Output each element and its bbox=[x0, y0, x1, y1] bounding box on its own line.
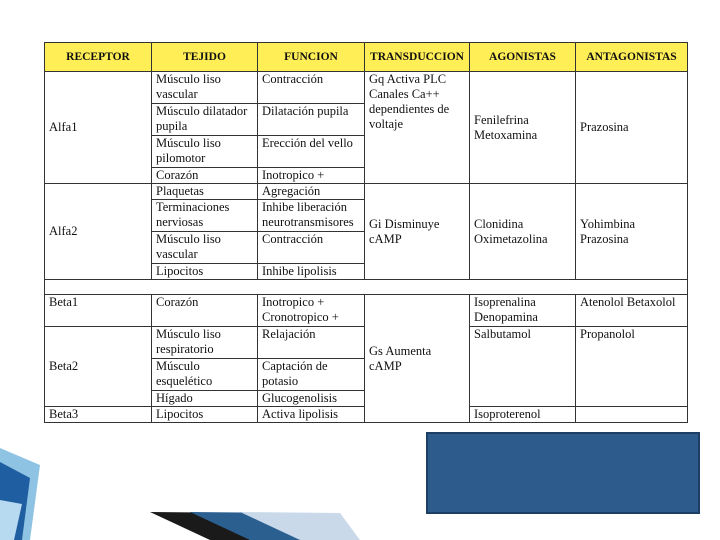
tejido-cell: Músculo liso respiratorio bbox=[152, 327, 258, 359]
antagonistas-cell: Prazosina bbox=[576, 72, 688, 184]
agonistas-cell: Isoprenalina Denopamina bbox=[470, 295, 576, 327]
tejido-cell: Hígado bbox=[152, 391, 258, 407]
tejido-cell: Músculo liso vascular bbox=[152, 72, 258, 104]
receptor-cell: Alfa1 bbox=[45, 72, 152, 184]
funcion-cell: Inhibe liberación neurotransmisores bbox=[258, 200, 365, 232]
funcion-cell: Glucogenolisis bbox=[258, 391, 365, 407]
header-antagonistas: ANTAGONISTAS bbox=[576, 43, 688, 72]
table-row bbox=[45, 295, 688, 327]
antagonistas-cell bbox=[576, 407, 688, 423]
tejido-cell: Lipocitos bbox=[152, 407, 258, 423]
agonistas-cell: Isoproterenol bbox=[470, 407, 576, 423]
funcion-cell: Activa lipolisis bbox=[258, 407, 365, 423]
table-row bbox=[45, 72, 688, 104]
antagonistas-cell: Propanolol bbox=[576, 327, 688, 407]
header-tejido: TEJIDO bbox=[152, 43, 258, 72]
header-funcion: FUNCION bbox=[258, 43, 365, 72]
header-receptor: RECEPTOR bbox=[45, 43, 152, 72]
agonistas-cell: Clonidina Oximetazolina bbox=[470, 184, 576, 280]
tejido-cell: Plaquetas bbox=[152, 184, 258, 200]
funcion-cell: Inotropico + Cronotropico + bbox=[258, 295, 365, 327]
receptor-cell: Beta1 bbox=[45, 295, 152, 327]
receptor-cell: Alfa2 bbox=[45, 184, 152, 280]
receptor-cell: Beta2 bbox=[45, 327, 152, 407]
funcion-cell: Captación de potasio bbox=[258, 359, 365, 391]
receptor-cell: Beta3 bbox=[45, 407, 152, 423]
funcion-cell: Relajación bbox=[258, 327, 365, 359]
receptor-table bbox=[44, 42, 688, 423]
transduccion-cell: Gq Activa PLC Canales Ca++ dependientes de voltaje bbox=[365, 72, 470, 184]
agonistas-cell: Salbutamol bbox=[470, 327, 576, 407]
blue-textbox bbox=[426, 432, 700, 514]
funcion-cell: Inhibe lipolisis bbox=[258, 264, 365, 280]
header-agonistas: AGONISTAS bbox=[470, 43, 576, 72]
antagonistas-cell: Yohimbina Prazosina bbox=[576, 184, 688, 280]
funcion-cell: Dilatación pupila bbox=[258, 104, 365, 136]
tejido-cell: Lipocitos bbox=[152, 264, 258, 280]
table-header-row bbox=[45, 43, 688, 72]
funcion-cell: Contracción bbox=[258, 72, 365, 104]
tejido-cell: Terminaciones nerviosas bbox=[152, 200, 258, 232]
tejido-cell: Músculo esquelético bbox=[152, 359, 258, 391]
header-transduccion: TRANSDUCCION bbox=[365, 43, 470, 72]
tejido-cell: Corazón bbox=[152, 168, 258, 184]
table-row bbox=[45, 184, 688, 200]
antagonistas-cell: Atenolol Betaxolol bbox=[576, 295, 688, 327]
funcion-cell: Erección del vello bbox=[258, 136, 365, 168]
tejido-cell: Músculo dilatador pupila bbox=[152, 104, 258, 136]
agonistas-cell: Fenilefrina Metoxamina bbox=[470, 72, 576, 184]
transduccion-cell: Gi Disminuye cAMP bbox=[365, 184, 470, 280]
funcion-cell: Inotropico + bbox=[258, 168, 365, 184]
tejido-cell: Músculo liso pilomotor bbox=[152, 136, 258, 168]
funcion-cell: Contracción bbox=[258, 232, 365, 264]
tejido-cell: Músculo liso vascular bbox=[152, 232, 258, 264]
funcion-cell: Agregación bbox=[258, 184, 365, 200]
transduccion-cell: Gs Aumenta cAMP bbox=[365, 295, 470, 423]
receptor-table-container bbox=[44, 42, 687, 423]
tejido-cell: Corazón bbox=[152, 295, 258, 327]
table-spacer-row bbox=[45, 280, 688, 295]
